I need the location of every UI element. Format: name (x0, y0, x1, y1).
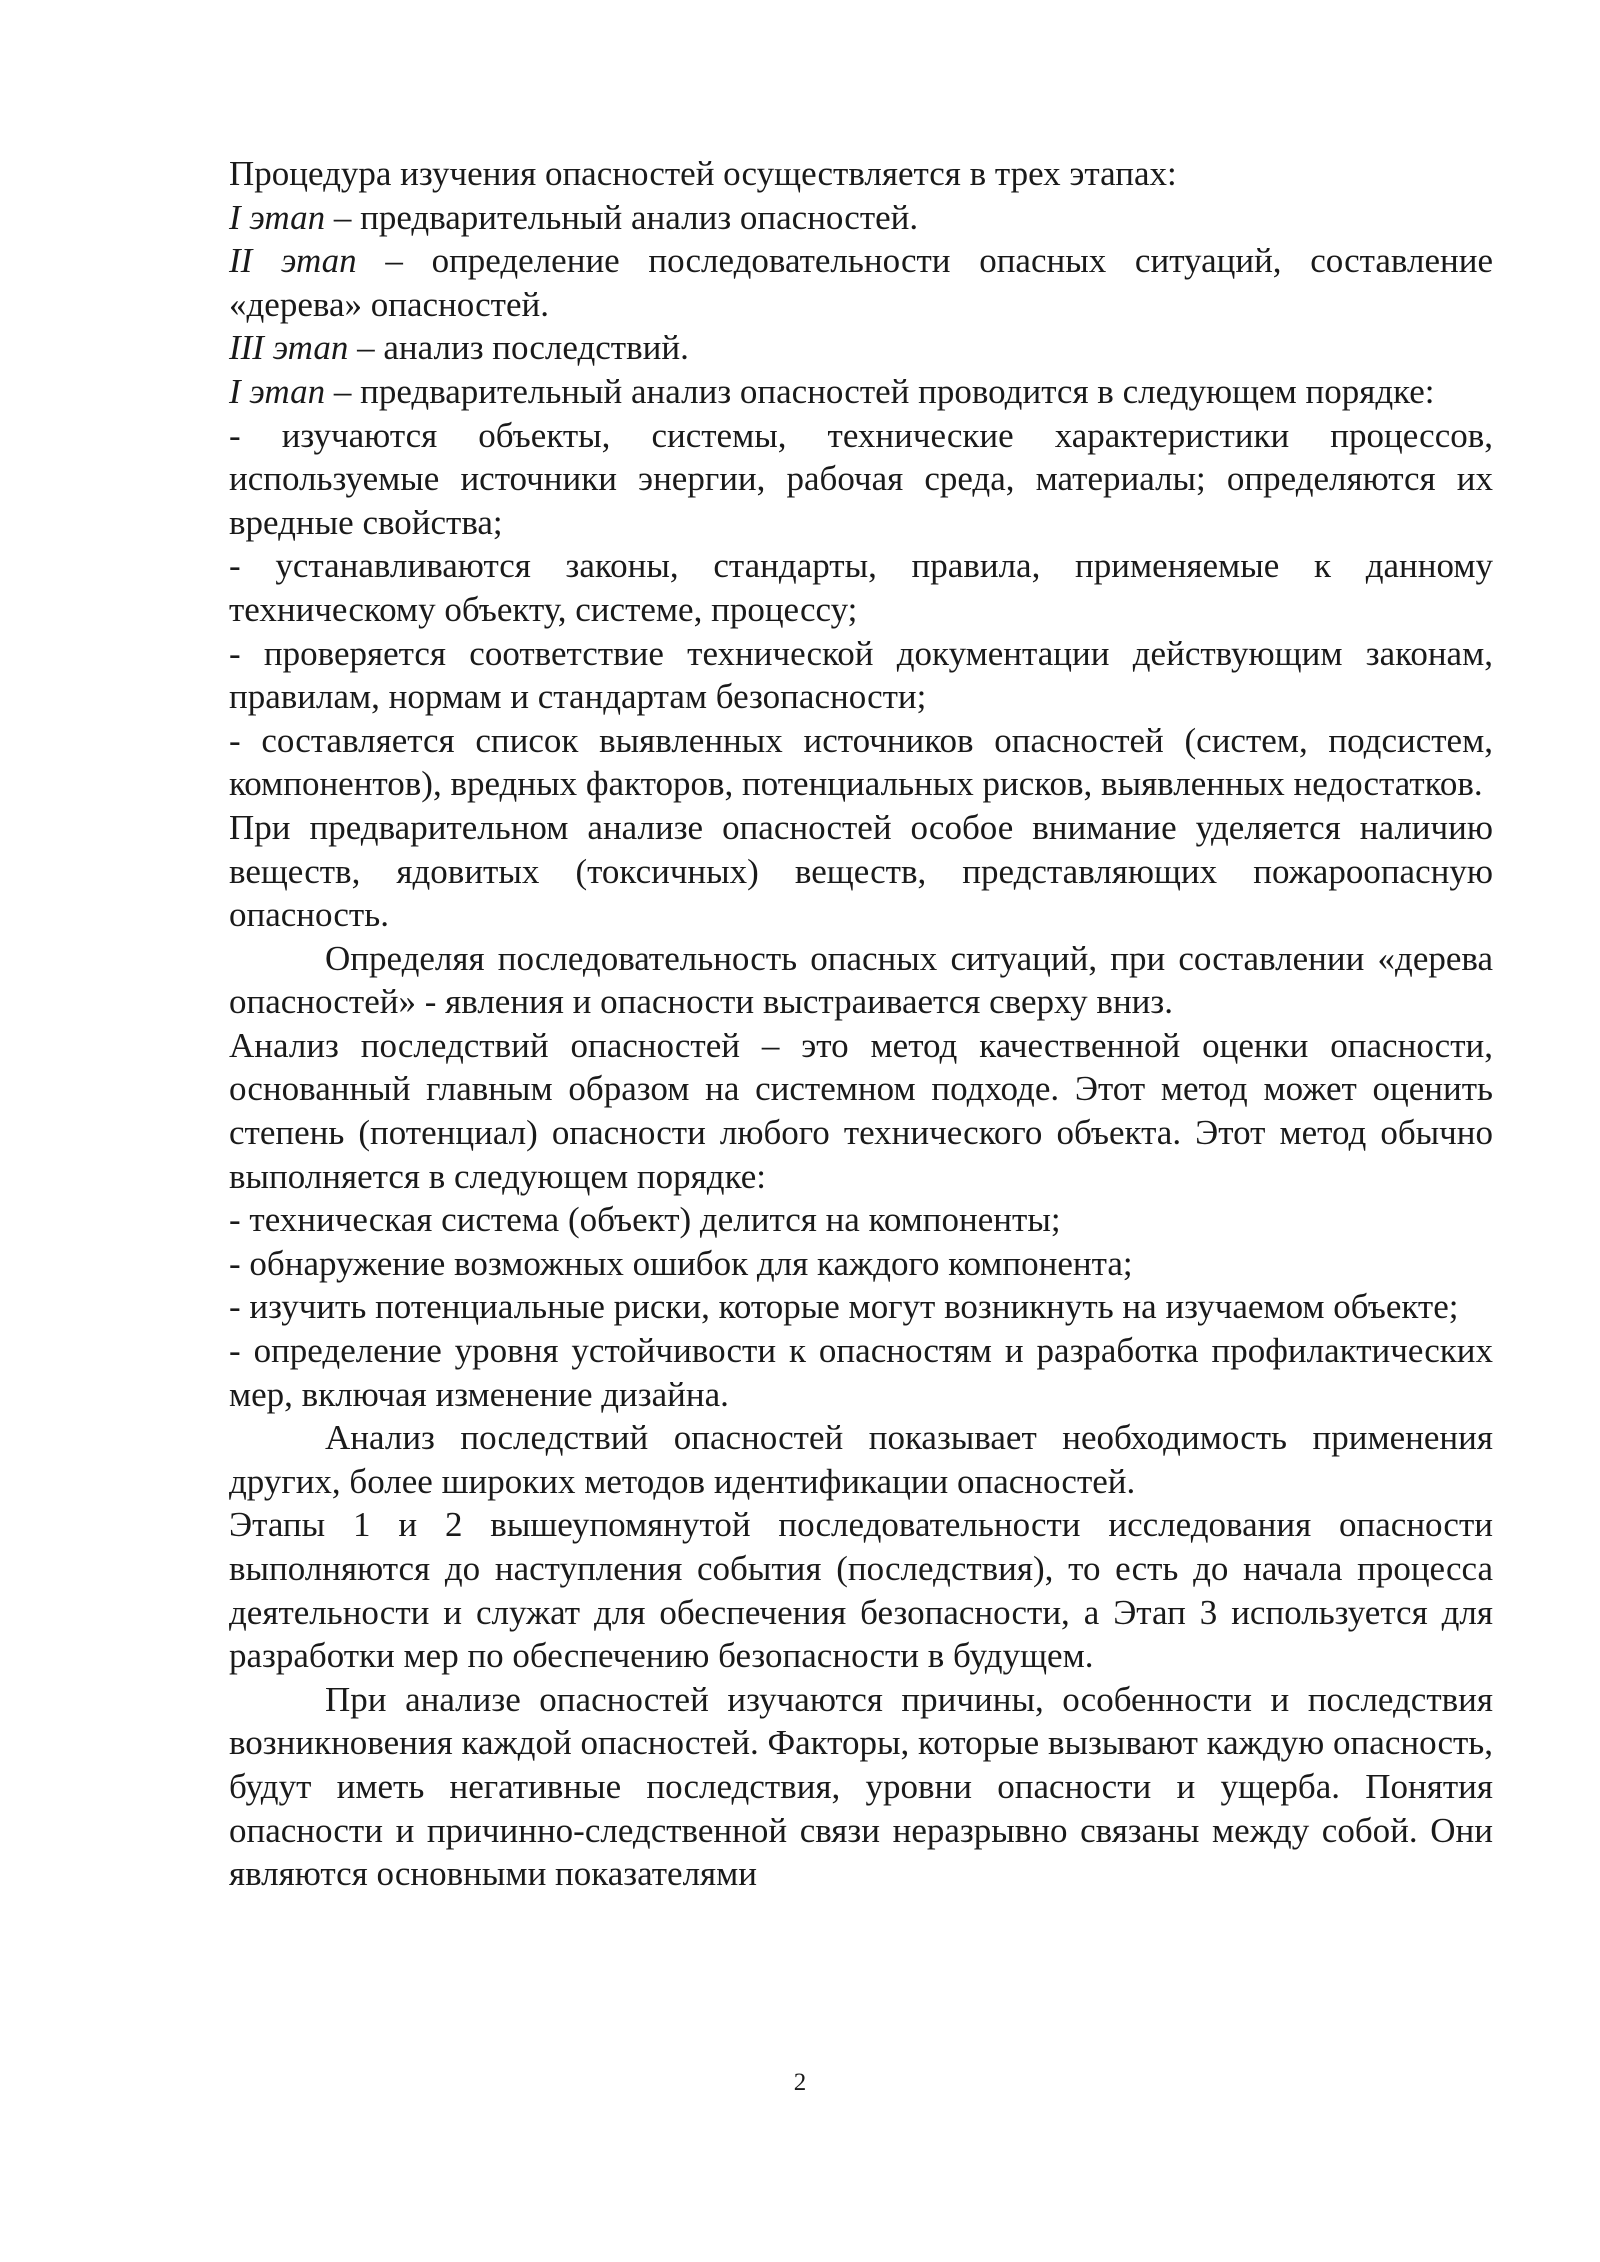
preliminary-analysis-paragraph: При предварительном анализе опасностей особое внимание уделяется наличию веществ, ядовитых (токсичных) веществ, представляющих пожароопасную опасность. (229, 807, 1493, 935)
stage-1-line (229, 196, 1493, 240)
stage-1-detail (229, 370, 1493, 414)
stage-1-text: – предварительный анализ опасностей. (325, 197, 919, 237)
consequence-analysis-paragraph: Анализ последствий опасностей – это метод качественной оценки опасности, основанный главным образом на системном подходе. Этот метод может оценить степень (потенциал) опасности любого технического объекта. Этот метод обычно выполняется в следующем порядке: (229, 1025, 1493, 1196)
stage-2-line (229, 239, 1493, 326)
page-number: 2 (793, 2069, 807, 2096)
list-item: - техническая система (объект) делится на компоненты; (229, 1200, 1061, 1240)
stage-3-line (229, 326, 1493, 370)
list-item: - изучаются объекты, системы, технические характеристики процессов, используемые источники энергии, рабочая среда, материалы; определяются их вредные свойства; (229, 415, 1493, 542)
stage-3-text: – анализ последствий. (348, 328, 689, 368)
causes-paragraph: При анализе опасностей изучаются причины, особенности и последствия возникновения каждой опасностей. Факторы, которые вызывают каждую опасность, будут иметь негативные последствия, уровни опасности и ущерба. Понятия опасности и причинно-следственной связи неразрывно связаны между собой. Они являются основными показателями (229, 1679, 1493, 1894)
list-item: - изучить потенциальные риски, которые могут возникнуть на изучаемом объекте; (229, 1287, 1459, 1327)
list-item: - обнаружение возможных ошибок для каждого компонента; (229, 1243, 1133, 1283)
hazard-tree-paragraph: Определяя последовательность опасных ситуаций, при составлении «дерева опасностей» - явления и опасности выстраивается сверху вниз. (229, 938, 1493, 1022)
stages-paragraph: Этапы 1 и 2 вышеупомянутой последовательности исследования опасности выполняются до наступления события (последствия), то есть до начала процесса деятельности и служат для обеспечения безопасности, а Этап 3 используется для разработки мер по обеспечению безопасности в будущем. (229, 1505, 1493, 1676)
list-item: - устанавливаются законы, стандарты, правила, применяемые к данному техническому объекту, системе, процессу; (229, 546, 1493, 629)
stage-1-label: I этап (229, 197, 326, 237)
methods-paragraph: Анализ последствий опасностей показывает необходимость применения других, более широких методов идентификации опасностей. (229, 1418, 1493, 1501)
stage-2-text: – определение последовательности опасных ситуаций, составление «дерева» опасностей. (229, 241, 1493, 324)
stage-1-detail-text: – предварительный анализ опасностей проводится в следующем порядке: (325, 371, 1435, 411)
list-item: - проверяется соответствие технической документации действующим законам, правилам, нормам и стандартам безопасности; (229, 633, 1493, 717)
list-item: - составляется список выявленных источников опасностей (систем, подсистем, компонентов), вредных факторов, потенциальных рисков, выявленных недостатков. (229, 720, 1493, 804)
document-body (229, 152, 1493, 1896)
list-item: - определение уровня устойчивости к опасностям и разработка профилактических мер, включая изменение дизайна. (229, 1331, 1493, 1414)
stage-2-label: II этап (229, 241, 357, 281)
stage-3-label: III этап (229, 328, 349, 368)
stage-1-detail-label: I этап (229, 371, 326, 411)
intro-paragraph: Процедура изучения опасностей осуществляется в трех этапах: (229, 154, 1177, 193)
